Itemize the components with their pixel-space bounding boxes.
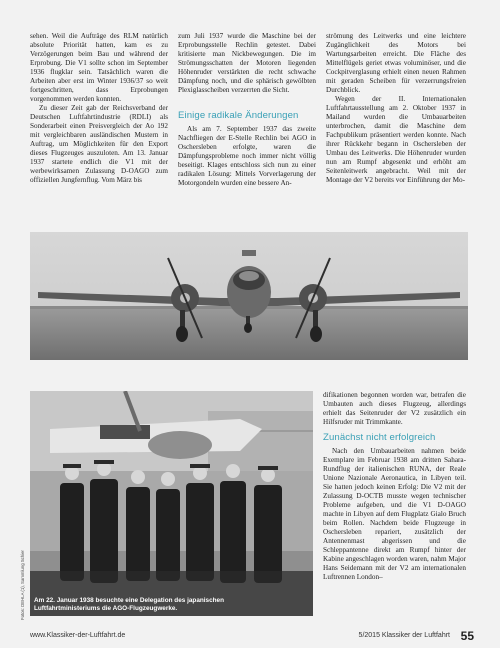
paragraph: Wegen der II. Internationalen Luftfahrtausstellung am 2. Oktober 1937 in Mailand wurden die Umbauarbeiten unterbrochen, damit die Maschine dem Fachpublikum präsentiert werden konnte. Nach ihrer Rückkehr begann in Oschersleben der Umbau des Leitwerks. Die Höhenruder wurden nun am Rumpf abgesenkt und erhöht am Seitenleitwerk angebracht. Weil mit der Montage der V2 bereits vor Einführung der Mo- (326, 95, 466, 184)
photo-credit: Fotos: DEHLA (1), Sammlung Schier (20, 550, 25, 620)
subheading-radikale: Einige radikale Änderungen (178, 110, 299, 121)
photo-caption: Am 22. Januar 1938 besuchte eine Delegation des japanischen Luftfahrtministeriums die AGO-Flugzeugwerke. (34, 597, 225, 612)
text-column-1 (30, 32, 168, 185)
paragraph: zum Juli 1937 wurde die Maschine bei der Erprobungsstelle Rechlin getestet. Dabei kritisierte man Nickbewegungen. Die im Strömungsschatten der Motoren liegenden Höhenruder verstärkten die recht schwache Dämpfung noch, und die sphärisch gewölbten Plexiglasscheiben verzerrten die Sicht. (178, 32, 316, 94)
text-column-2-cont (178, 125, 316, 188)
aircraft-photo (30, 232, 468, 360)
paragraph: Als am 7. September 1937 das zweite Nachfliegen der E-Stelle Rechlin bei AGO in Oschersleben erfolgte, waren die Dämpfungsprobleme noch immer nicht völlig beseitigt. Klages entschloss sich nun zu einer radikalen Lösung: Mittels Vorverlagerung der Motorgondeln wurden eine bessere An- (178, 125, 316, 187)
paragraph: strömung des Leitwerks und eine leichtere Zugänglichkeit des Motors bei Wartungsarbeiten erreicht. Die Fläche des Mittelflügels geriet etwas voluminöser, und die Cockpitverglasung erhielt einen neuen Rahmen mit geraden Scheiben für verzerrungsfreien Durchblick. (326, 32, 466, 94)
paragraph: Zu dieser Zeit gab der Reichsverband der Deutschen Luftfahrtindustrie (RDLI) als Sonderarbeit einen Preisvergleich der Ao 192 mit vergleichbaren ausländischen Mustern in Auftrag, um Möglichkeiten für den Export dieses Flugzeuges auszuloten. Am 13. Januar 1937 startete endlich die V1 mit der werbewirksamen Zulassung D-OAGO zum offiziellen Jungfernflug. Vom März bis (30, 104, 168, 184)
delegation-photo (30, 391, 313, 616)
page-number: 55 (460, 629, 474, 643)
footer-website: www.Klassiker-der-Luftfahrt.de (30, 632, 126, 639)
text-column-2 (178, 32, 316, 95)
text-column-bottom-cont (323, 447, 466, 582)
text-column-bottom (323, 391, 466, 427)
aircraft-photo-illustration (30, 232, 468, 360)
paragraph: Nach den Umbauarbeiten nahmen beide Exemplare im Februar 1938 am dritten Sahara-Rundflug der italienischen RUNA, der Reale Unione Nazionale Aeronautica, in Libyen teil. Sie hatten jedoch keinen Erfolg: Die V2 mit der Zulassung D-OCTB musste wegen technischer Probleme aufgeben, und die V1 D-OAGO machte in Libyen auf dem Flugplatz Gialo Bruch beim Rollen. Nachdem beide Flugzeuge in Oschersleben repariert, zusätzlich der Antennenmast abgerissen und die Schleppantenne direkt am Rumpf hinter der Kabine angeschlagen worden waren, nahm Major Hans Seidemann mit der V2 am internationalen Luftrennen London– (323, 447, 466, 581)
paragraph: difikationen begonnen worden war, betrafen die Umbauten auch dieses Flugzeug, allerdings erhielt das Seitenruder der V2 zusätzlich ein Hilfsruder mit Trimmkante. (323, 391, 466, 426)
footer-issue: 5/2015 Klassiker der Luftfahrt (358, 632, 450, 639)
text-column-3 (326, 32, 466, 185)
subheading-zunaechst: Zunächst nicht erfolgreich (323, 432, 436, 443)
paragraph: sehen. Weil die Aufträge des RLM natürlich absolute Priorität hatten, kam es zu Verzögerungen beim Bau und während der Erprobung. Die V1 sollte schon im September 1936 flugklar sein. Tatsächlich waren die Arbeiten aber erst im Winter 1936/37 so weit fortgeschritten, dass Erprobungen vorgenommen werden konnten. (30, 32, 168, 103)
delegation-photo-illustration (30, 391, 313, 616)
